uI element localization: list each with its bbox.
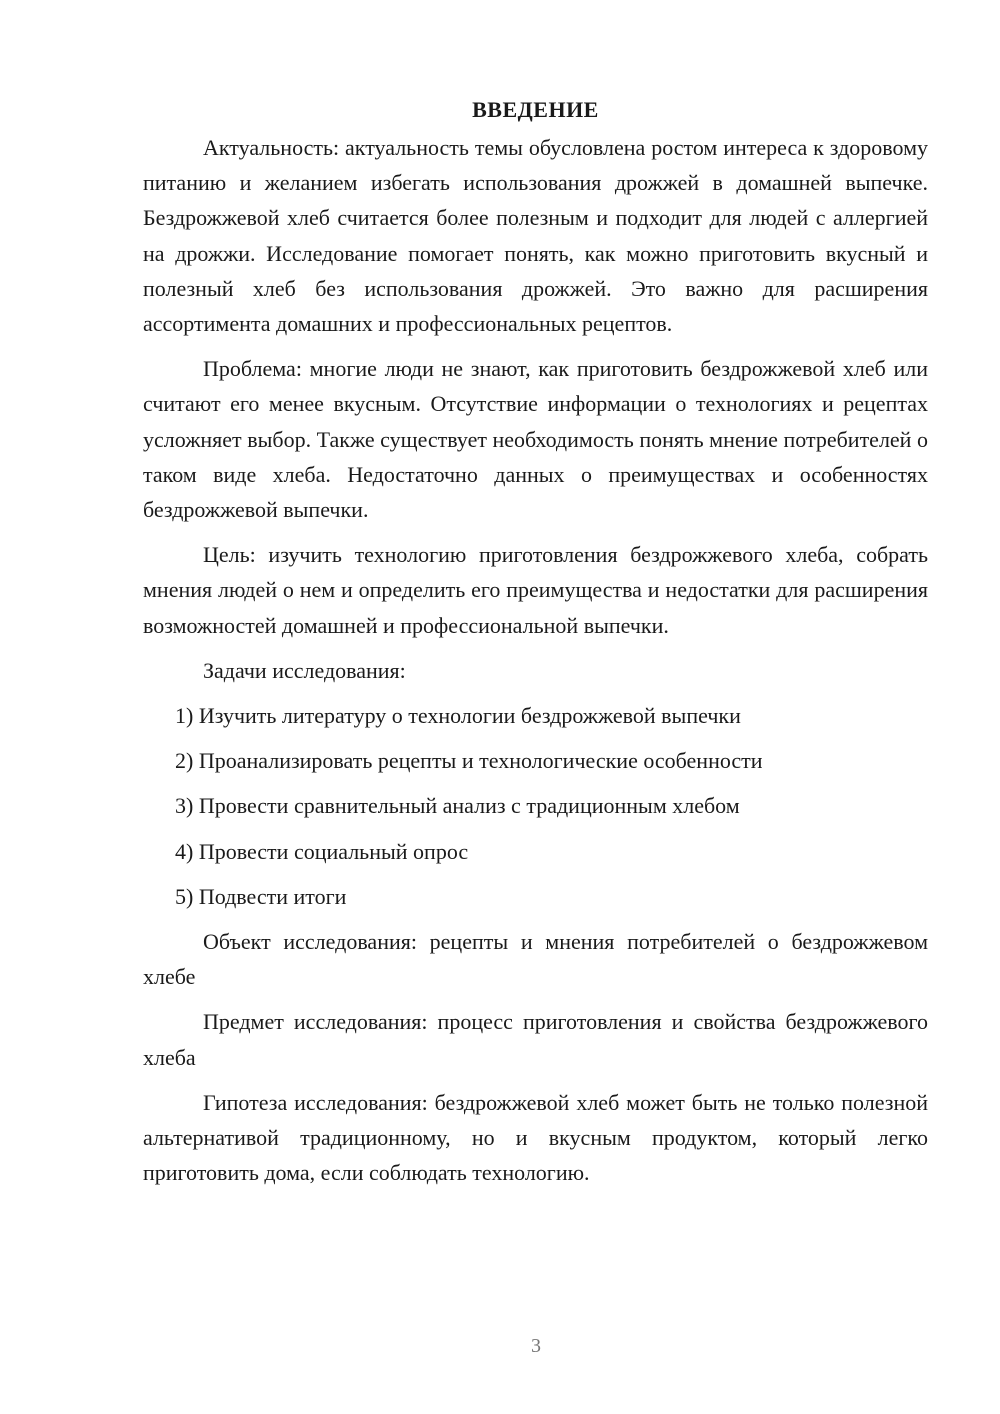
list-item: 3) Провести сравнительный анализ с традиционным хлебом xyxy=(175,793,740,819)
list-item: 2) Проанализировать рецепты и технологические особенности xyxy=(175,748,763,774)
document-page xyxy=(143,92,928,1200)
list-item: 4) Провести социальный опрос xyxy=(175,838,469,864)
problem-paragraph: Проблема: многие люди не знают, как приготовить бездрожжевой хлеб или считают его менее вкусным. Отсутствие информации о технологиях и рецептах усложняет выбор. Также существует необходимость понять мнение потребителей о таком виде хлеба. Недостаточно данных о преимуществах и особенностях бездрожжевой выпечки. xyxy=(143,356,928,523)
relevance-paragraph: Актуальность: актуальность темы обусловлена ростом интереса к здоровому питанию и желанием избегать использования дрожжей в домашней выпечке. Бездрожжевой хлеб считается более полезным и подходит для людей с аллергией на дрожжи. Исследование помогает понять, как можно приготовить вкусный и полезный хлеб без использования дрожжей. Это важно для расширения ассортимента домашних и профессиональных рецептов. xyxy=(143,135,928,337)
subject-paragraph: Предмет исследования: процесс приготовления и свойства бездрожжевого хлеба xyxy=(143,1009,928,1070)
page-number: 3 xyxy=(531,1335,541,1357)
goal-paragraph: Цель: изучить технологию приготовления бездрожжевого хлеба, собрать мнения людей о нем и определить его преимущества и недостатки для расширения возможностей домашней и профессиональной выпечки. xyxy=(143,542,928,638)
tasks-heading: Задачи исследования: xyxy=(203,657,406,683)
list-item: 5) Подвести итоги xyxy=(175,883,347,909)
list-item: 1) Изучить литературу о технологии бездрожжевой выпечки xyxy=(175,703,741,729)
section-heading: ВВЕДЕНИЕ xyxy=(472,97,599,122)
object-paragraph: Объект исследования: рецепты и мнения потребителей о бездрожжевом хлебе xyxy=(143,929,928,990)
hypothesis-paragraph: Гипотеза исследования: бездрожжевой хлеб может быть не только полезной альтернативой традиционному, но и вкусным продуктом, который легко приготовить дома, если соблюдать технологию. xyxy=(143,1089,928,1186)
tasks-list xyxy=(143,698,928,914)
